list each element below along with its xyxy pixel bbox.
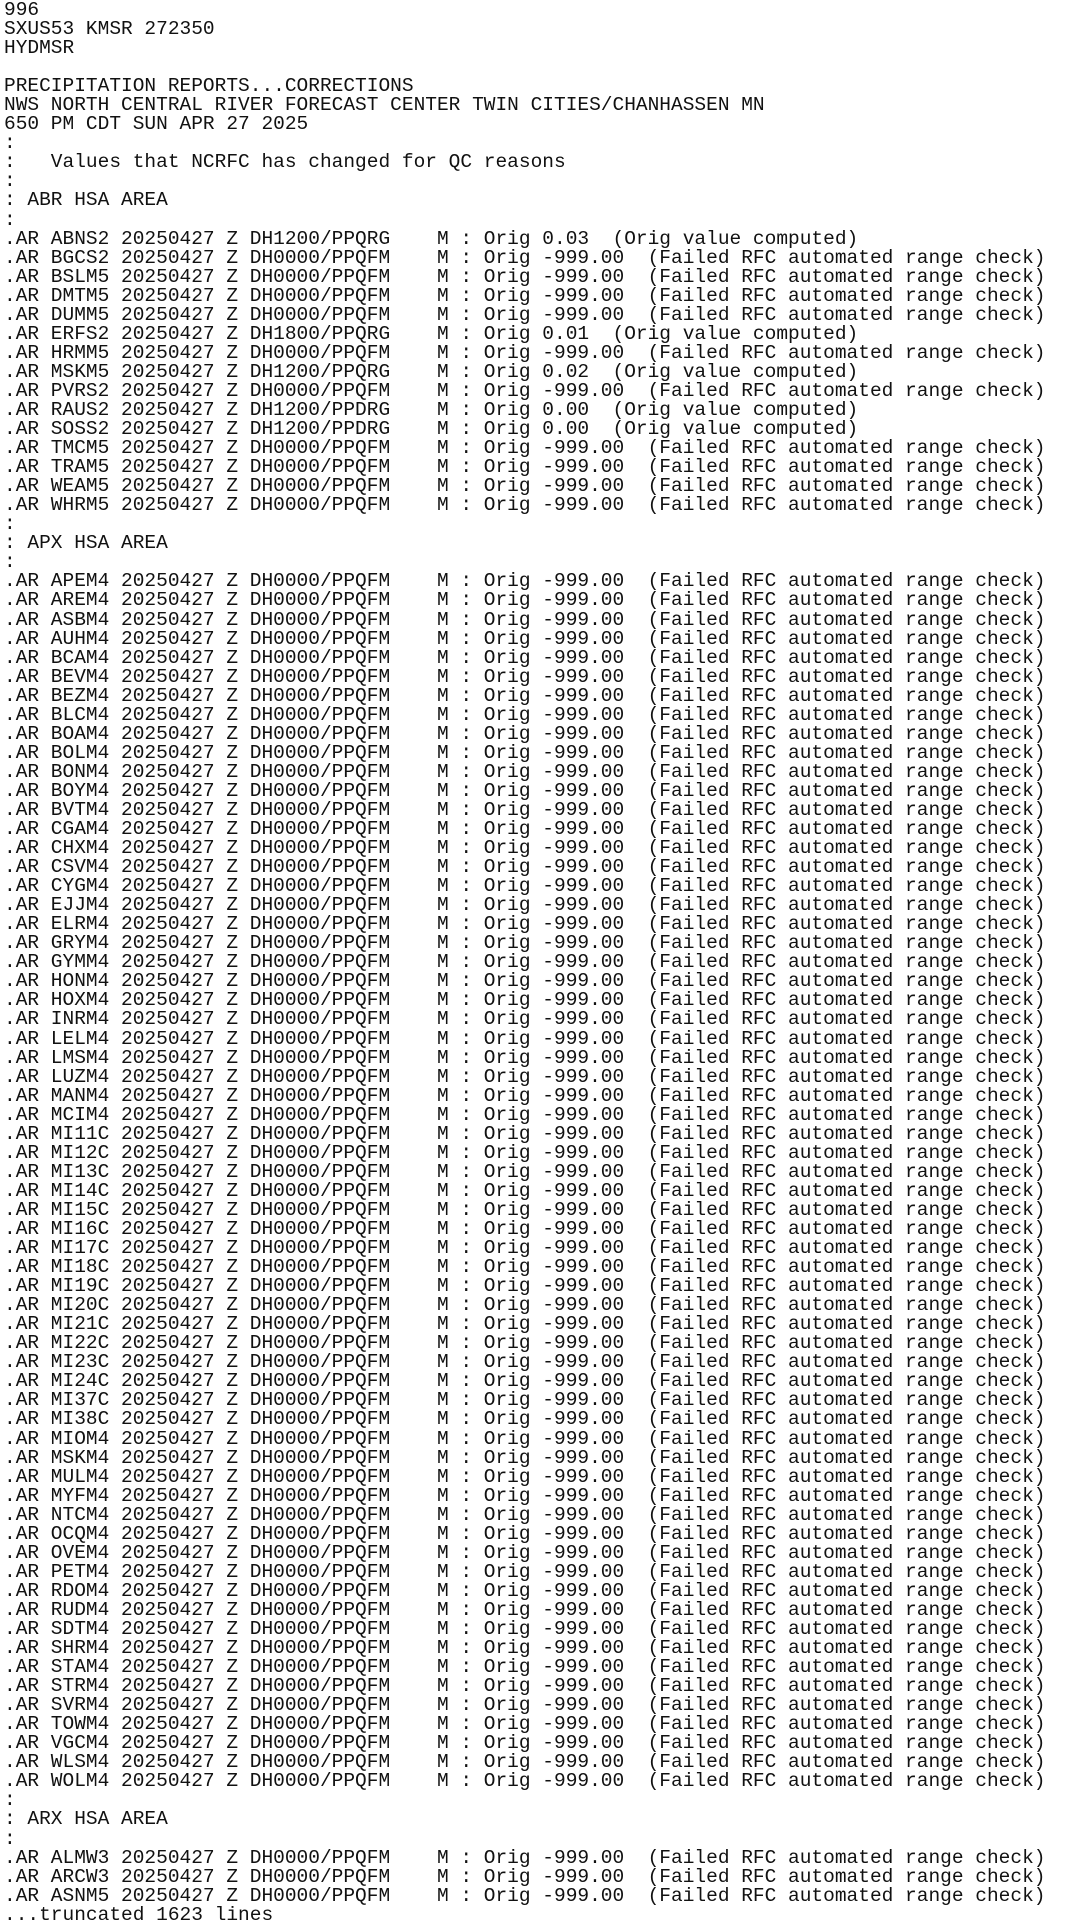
report-row: .AR WEAM5 20250427 Z DH0000/PPQFM M : Orig -999.00 (Failed RFC automated range check) xyxy=(4,477,1046,497)
report-row: .AR MI11C 20250427 Z DH0000/PPQFM M : Orig -999.00 (Failed RFC automated range check) xyxy=(4,1124,1046,1144)
report-row: .AR MANM4 20250427 Z DH0000/PPQFM M : Orig -999.00 (Failed RFC automated range check) xyxy=(4,1086,1046,1106)
report-row: .AR BOYM4 20250427 Z DH0000/PPQFM M : Orig -999.00 (Failed RFC automated range check) xyxy=(4,781,1046,801)
truncation-note: ...truncated 1623 lines xyxy=(4,1905,274,1925)
report-row: .AR AUHM4 20250427 Z DH0000/PPQFM M : Orig -999.00 (Failed RFC automated range check) xyxy=(4,629,1046,649)
report-row: .AR MI16C 20250427 Z DH0000/PPQFM M : Orig -999.00 (Failed RFC automated range check) xyxy=(4,1220,1046,1240)
report-row: .AR MI21C 20250427 Z DH0000/PPQFM M : Orig -999.00 (Failed RFC automated range check) xyxy=(4,1315,1046,1335)
report-row: .AR TRAM5 20250427 Z DH0000/PPQFM M : Orig -999.00 (Failed RFC automated range check) xyxy=(4,458,1046,478)
section-separator: : xyxy=(4,1829,16,1849)
report-row: .AR MI13C 20250427 Z DH0000/PPQFM M : Orig -999.00 (Failed RFC automated range check) xyxy=(4,1162,1046,1182)
report-row: .AR WOLM4 20250427 Z DH0000/PPQFM M : Orig -999.00 (Failed RFC automated range check) xyxy=(4,1772,1046,1792)
report-row: .AR MI37C 20250427 Z DH0000/PPQFM M : Orig -999.00 (Failed RFC automated range check) xyxy=(4,1391,1046,1411)
report-row: .AR SDTM4 20250427 Z DH0000/PPQFM M : Orig -999.00 (Failed RFC automated range check) xyxy=(4,1619,1046,1640)
header-line: PRECIPITATION REPORTS...CORRECTIONS xyxy=(4,77,414,97)
section-title: : ABR HSA AREA xyxy=(4,191,168,211)
report-row: .AR MULM4 20250427 Z DH0000/PPQFM M : Orig -999.00 (Failed RFC automated range check) xyxy=(4,1467,1046,1487)
report-row: .AR ALMW3 20250427 Z DH0000/PPQFM M : Orig -999.00 (Failed RFC automated range check) xyxy=(4,1848,1046,1868)
report-row: .AR BOAM4 20250427 Z DH0000/PPQFM M : Orig -999.00 (Failed RFC automated range check) xyxy=(4,724,1046,744)
report-row: .AR PETM4 20250427 Z DH0000/PPQFM M : Orig -999.00 (Failed RFC automated range check) xyxy=(4,1562,1046,1582)
report-row: .AR GRYM4 20250427 Z DH0000/PPQFM M : Orig -999.00 (Failed RFC automated range check) xyxy=(4,934,1046,954)
report-row: .AR RAUS2 20250427 Z DH1200/PPDRG M : Orig 0.00 (Orig value computed) xyxy=(4,400,859,421)
report-row: .AR BEVM4 20250427 Z DH0000/PPQFM M : Orig -999.00 (Failed RFC automated range check) xyxy=(4,667,1046,687)
report-row: .AR RUDM4 20250427 Z DH0000/PPQFM M : Orig -999.00 (Failed RFC automated range check) xyxy=(4,1600,1046,1620)
report-row: .AR MI24C 20250427 Z DH0000/PPQFM M : Orig -999.00 (Failed RFC automated range check) xyxy=(4,1372,1046,1392)
report-row: .AR APEM4 20250427 Z DH0000/PPQFM M : Orig -999.00 (Failed RFC automated range check) xyxy=(4,572,1046,592)
report-row: .AR ABNS2 20250427 Z DH1200/PPQRG M : Orig 0.03 (Orig value computed) xyxy=(4,229,859,249)
header-line: 996 xyxy=(4,1,40,21)
header-line: : xyxy=(4,134,16,154)
report-row: .AR TMCM5 20250427 Z DH0000/PPQFM M : Orig -999.00 (Failed RFC automated range check) xyxy=(4,439,1046,459)
section-title: : APX HSA AREA xyxy=(4,534,168,554)
report-row: .AR BGCS2 20250427 Z DH0000/PPQFM M : Orig -999.00 (Failed RFC automated range check) xyxy=(4,248,1046,268)
report-row: .AR HOXM4 20250427 Z DH0000/PPQFM M : Orig -999.00 (Failed RFC automated range check) xyxy=(4,991,1046,1011)
report-row: .AR BCAM4 20250427 Z DH0000/PPQFM M : Orig -999.00 (Failed RFC automated range check) xyxy=(4,648,1046,668)
report-row: .AR NTCM4 20250427 Z DH0000/PPQFM M : Orig -999.00 (Failed RFC automated range check) xyxy=(4,1505,1046,1525)
report-row: .AR LMSM4 20250427 Z DH0000/PPQFM M : Orig -999.00 (Failed RFC automated range check) xyxy=(4,1048,1046,1068)
report-row: .AR ELRM4 20250427 Z DH0000/PPQFM M : Orig -999.00 (Failed RFC automated range check) xyxy=(4,915,1046,935)
header-line: HYDMSR xyxy=(4,39,75,59)
report-row: .AR CYGM4 20250427 Z DH0000/PPQFM M : Orig -999.00 (Failed RFC automated range check) xyxy=(4,877,1046,897)
report-row: .AR CHXM4 20250427 Z DH0000/PPQFM M : Orig -999.00 (Failed RFC automated range check) xyxy=(4,839,1046,859)
report-row: .AR MI23C 20250427 Z DH0000/PPQFM M : Orig -999.00 (Failed RFC automated range check) xyxy=(4,1353,1046,1373)
header-line: 650 PM CDT SUN APR 27 2025 xyxy=(4,115,309,135)
header-line: : xyxy=(4,172,16,192)
report-row: .AR MCIM4 20250427 Z DH0000/PPQFM M : Orig -999.00 (Failed RFC automated range check) xyxy=(4,1105,1046,1125)
report-row: .AR STRM4 20250427 Z DH0000/PPQFM M : Orig -999.00 (Failed RFC automated range check) xyxy=(4,1677,1046,1697)
report-row: .AR RDOM4 20250427 Z DH0000/PPQFM M : Orig -999.00 (Failed RFC automated range check) xyxy=(4,1581,1046,1601)
report-row: .AR MI22C 20250427 Z DH0000/PPQFM M : Orig -999.00 (Failed RFC automated range check) xyxy=(4,1334,1046,1354)
report-row: .AR HRMM5 20250427 Z DH0000/PPQFM M : Orig -999.00 (Failed RFC automated range check) xyxy=(4,343,1046,363)
section-separator: : xyxy=(4,210,16,230)
report-row: .AR AREM4 20250427 Z DH0000/PPQFM M : Orig -999.00 (Failed RFC automated range check) xyxy=(4,591,1046,611)
report-row: .AR DUMM5 20250427 Z DH0000/PPQFM M : Orig -999.00 (Failed RFC automated range check) xyxy=(4,305,1046,325)
report-row: .AR CSVM4 20250427 Z DH0000/PPQFM M : Orig -999.00 (Failed RFC automated range check) xyxy=(4,858,1046,878)
report-row: .AR SVRM4 20250427 Z DH0000/PPQFM M : Orig -999.00 (Failed RFC automated range check) xyxy=(4,1696,1046,1716)
report-row: .AR BSLM5 20250427 Z DH0000/PPQFM M : Orig -999.00 (Failed RFC automated range check) xyxy=(4,267,1046,287)
header-line: SXUS53 KMSR 272350 xyxy=(4,20,215,40)
report-row: .AR ERFS2 20250427 Z DH1800/PPQRG M : Orig 0.01 (Orig value computed) xyxy=(4,324,859,344)
report-row: .AR HONM4 20250427 Z DH0000/PPQFM M : Orig -999.00 (Failed RFC automated range check) xyxy=(4,972,1046,992)
section-separator: : xyxy=(4,553,16,573)
report-row: .AR TOWM4 20250427 Z DH0000/PPQFM M : Orig -999.00 (Failed RFC automated range check) xyxy=(4,1715,1046,1735)
report-row: .AR OCQM4 20250427 Z DH0000/PPQFM M : Orig -999.00 (Failed RFC automated range check) xyxy=(4,1524,1046,1544)
report-row: .AR MI18C 20250427 Z DH0000/PPQFM M : Orig -999.00 (Failed RFC automated range check) xyxy=(4,1258,1046,1278)
report-row: .AR EJJM4 20250427 Z DH0000/PPQFM M : Orig -999.00 (Failed RFC automated range check) xyxy=(4,896,1046,916)
header-line: : Values that NCRFC has changed for QC reasons xyxy=(4,153,566,173)
report-row: .AR MSKM4 20250427 Z DH0000/PPQFM M : Orig -999.00 (Failed RFC automated range check) xyxy=(4,1448,1046,1468)
report-row: .AR CGAM4 20250427 Z DH0000/PPQFM M : Orig -999.00 (Failed RFC automated range check) xyxy=(4,820,1046,840)
report-row: .AR LELM4 20250427 Z DH0000/PPQFM M : Orig -999.00 (Failed RFC automated range check) xyxy=(4,1029,1046,1049)
report-row: .AR BOLM4 20250427 Z DH0000/PPQFM M : Orig -999.00 (Failed RFC automated range check) xyxy=(4,743,1046,763)
report-row: .AR DMTM5 20250427 Z DH0000/PPQFM M : Orig -999.00 (Failed RFC automated range check) xyxy=(4,286,1046,306)
section-closing: : xyxy=(4,1791,16,1811)
report-row: .AR MI38C 20250427 Z DH0000/PPQFM M : Orig -999.00 (Failed RFC automated range check) xyxy=(4,1410,1046,1430)
section-title: : ARX HSA AREA xyxy=(4,1810,168,1830)
product-text xyxy=(4,1,1075,1925)
header-line xyxy=(4,58,1075,77)
report-row: .AR SOSS2 20250427 Z DH1200/PPDRG M : Orig 0.00 (Orig value computed) xyxy=(4,420,859,440)
report-row: .AR BEZM4 20250427 Z DH0000/PPQFM M : Orig -999.00 (Failed RFC automated range check) xyxy=(4,686,1046,706)
report-row: .AR MI14C 20250427 Z DH0000/PPQFM M : Orig -999.00 (Failed RFC automated range check) xyxy=(4,1181,1046,1201)
report-row: .AR MI12C 20250427 Z DH0000/PPQFM M : Orig -999.00 (Failed RFC automated range check) xyxy=(4,1143,1046,1163)
report-row: .AR WHRM5 20250427 Z DH0000/PPQFM M : Orig -999.00 (Failed RFC automated range check) xyxy=(4,496,1046,516)
report-row: .AR SHRM4 20250427 Z DH0000/PPQFM M : Orig -999.00 (Failed RFC automated range check) xyxy=(4,1639,1046,1659)
section-closing: : xyxy=(4,515,16,535)
report-row: .AR MI15C 20250427 Z DH0000/PPQFM M : Orig -999.00 (Failed RFC automated range check) xyxy=(4,1200,1046,1220)
report-row: .AR MI20C 20250427 Z DH0000/PPQFM M : Orig -999.00 (Failed RFC automated range check) xyxy=(4,1296,1046,1316)
header-line: NWS NORTH CENTRAL RIVER FORECAST CENTER TWIN CITIES/CHANHASSEN MN xyxy=(4,96,765,116)
report-row: .AR STAM4 20250427 Z DH0000/PPQFM M : Orig -999.00 (Failed RFC automated range check) xyxy=(4,1658,1046,1678)
report-row: .AR ARCW3 20250427 Z DH0000/PPQFM M : Orig -999.00 (Failed RFC automated range check) xyxy=(4,1867,1046,1887)
report-row: .AR MSKM5 20250427 Z DH1200/PPQRG M : Orig 0.02 (Orig value computed) xyxy=(4,362,859,382)
report-row: .AR INRM4 20250427 Z DH0000/PPQFM M : Orig -999.00 (Failed RFC automated range check) xyxy=(4,1010,1046,1030)
report-row: .AR WLSM4 20250427 Z DH0000/PPQFM M : Orig -999.00 (Failed RFC automated range check) xyxy=(4,1753,1046,1773)
report-row: .AR BONM4 20250427 Z DH0000/PPQFM M : Orig -999.00 (Failed RFC automated range check) xyxy=(4,762,1046,782)
report-row: .AR MIOM4 20250427 Z DH0000/PPQFM M : Orig -999.00 (Failed RFC automated range check) xyxy=(4,1429,1046,1449)
report-row: .AR MI19C 20250427 Z DH0000/PPQFM M : Orig -999.00 (Failed RFC automated range check) xyxy=(4,1277,1046,1297)
report-row: .AR ASNM5 20250427 Z DH0000/PPQFM M : Orig -999.00 (Failed RFC automated range check) xyxy=(4,1886,1046,1906)
report-row: .AR GYMM4 20250427 Z DH0000/PPQFM M : Orig -999.00 (Failed RFC automated range check) xyxy=(4,953,1046,973)
report-row: .AR MI17C 20250427 Z DH0000/PPQFM M : Orig -999.00 (Failed RFC automated range check) xyxy=(4,1239,1046,1259)
report-row: .AR BLCM4 20250427 Z DH0000/PPQFM M : Orig -999.00 (Failed RFC automated range check) xyxy=(4,705,1046,725)
report-row: .AR OVEM4 20250427 Z DH0000/PPQFM M : Orig -999.00 (Failed RFC automated range check) xyxy=(4,1543,1046,1563)
report-row: .AR PVRS2 20250427 Z DH0000/PPQFM M : Orig -999.00 (Failed RFC automated range check) xyxy=(4,381,1046,401)
report-row: .AR BVTM4 20250427 Z DH0000/PPQFM M : Orig -999.00 (Failed RFC automated range check) xyxy=(4,800,1046,821)
report-row: .AR MYFM4 20250427 Z DH0000/PPQFM M : Orig -999.00 (Failed RFC automated range check) xyxy=(4,1486,1046,1506)
report-row: .AR ASBM4 20250427 Z DH0000/PPQFM M : Orig -999.00 (Failed RFC automated range check) xyxy=(4,610,1046,630)
report-row: .AR VGCM4 20250427 Z DH0000/PPQFM M : Orig -999.00 (Failed RFC automated range check) xyxy=(4,1734,1046,1754)
report-row: .AR LUZM4 20250427 Z DH0000/PPQFM M : Orig -999.00 (Failed RFC automated range check) xyxy=(4,1067,1046,1087)
